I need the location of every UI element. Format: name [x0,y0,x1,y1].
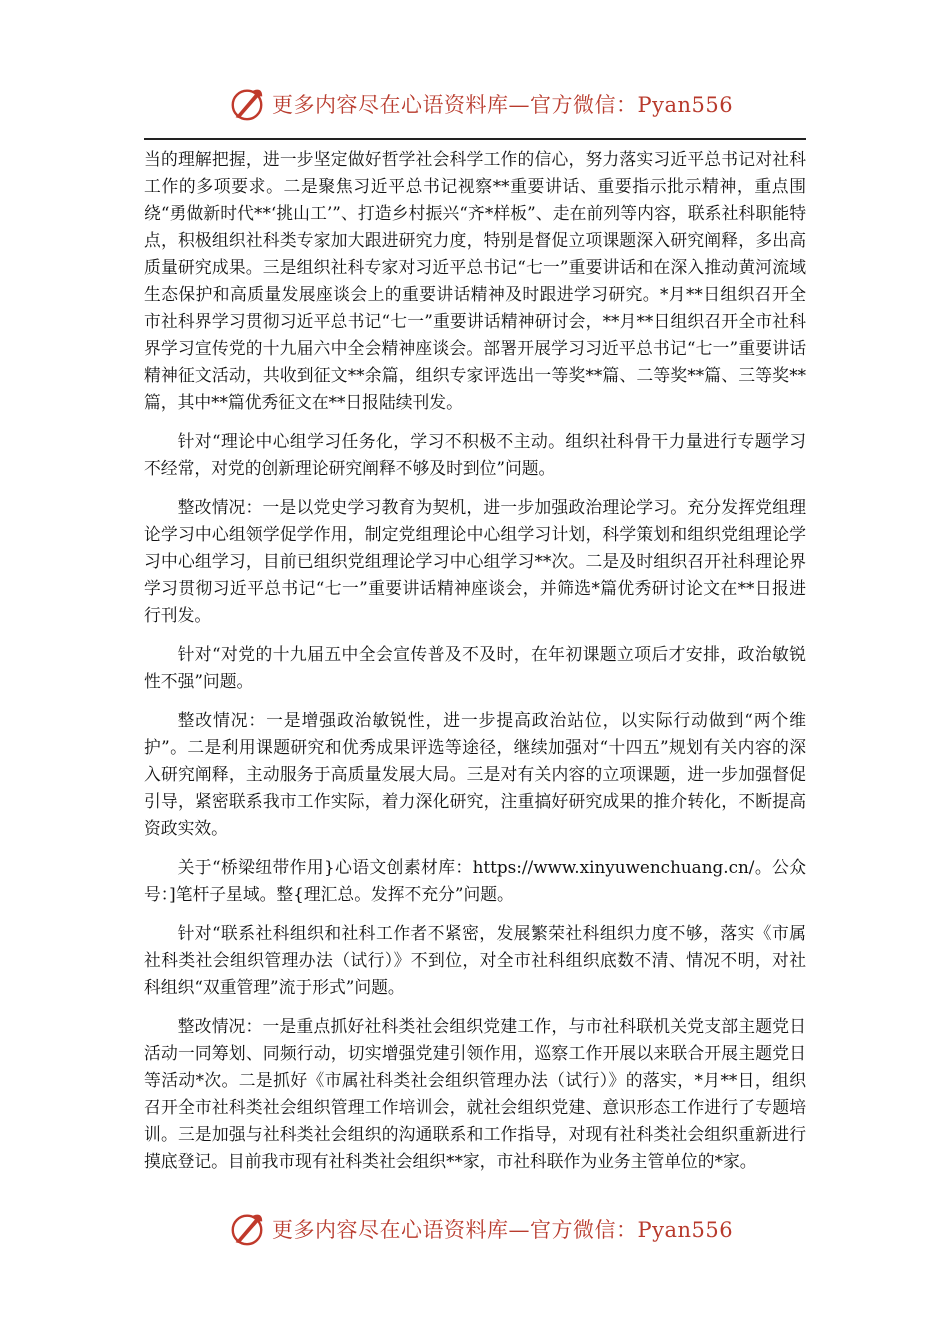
paragraph: 关于“桥梁纽带作用}心语文创素材库：https://www.xinyuwenchuang.cn/。公众号：]笔杆子星域。整{理汇总。发挥不充分”问题。 [144,857,806,904]
paragraph: 针对“对党的十九届五中全会宣传普及不及时，在年初课题立项后才安排，政治敏锐性不强”问题。 [144,644,806,691]
header-banner-text: 更多内容尽在心语资料库—官方微信：Pyan556 [272,93,734,117]
paragraph: 针对“理论中心组学习任务化，学习不积极不主动。组织社科骨干力量进行专题学习不经常，对党的创新理论研究阐释不够及时到位”问题。 [144,431,806,478]
document-body [144,146,806,1187]
paragraph: 整改情况：一是增强政治敏锐性，进一步提高政治站位，以实际行动做到“两个维护”。二是利用课题研究和优秀成果评选等途径，继续加强对“十四五”规划有关内容的深入研究阐释，主动服务于高质量发展大局。三是对有关内容的立项课题，进一步加强督促引导，紧密联系我市工作实际，着力深化研究，注重搞好研究成果的推介转化，不断提高资政实效。 [144,710,806,838]
header-divider [144,138,806,140]
header-banner [228,84,733,124]
paragraph: 针对“联系社科组织和社科工作者不紧密，发展繁荣社科组织力度不够，落实《市属社科类社会组织管理办法（试行）》不到位，对全市社科组织底数不清、情况不明，对社科组织“双重管理”流于形式”问题。 [144,923,806,997]
quill-logo-icon [228,1210,266,1248]
paragraph: 整改情况：一是以党史学习教育为契机，进一步加强政治理论学习。充分发挥党组理论学习中心组领学促学作用，制定党组理论中心组学习计划，科学策划和组织党组理论学习中心组学习，目前已组织党组理论学习中心组学习**次。二是及时组织召开社科理论界学习贯彻习近平总书记“七一”重要讲话精神座谈会，并筛选*篇优秀研讨论文在**日报进行刊发。 [144,497,806,625]
footer-banner [228,1209,733,1249]
paragraph: 整改情况：一是重点抓好社科类社会组织党建工作，与市社科联机关党支部主题党日活动一同筹划、同频行动，切实增强党建引领作用，巡察工作开展以来联合开展主题党日等活动*次。二是抓好《市属社科类社会组织管理办法（试行）》的落实，*月**日，组织召开全市社科类社会组织管理工作培训会，就社会组织党建、意识形态工作进行了专题培训。三是加强与社科类社会组织的沟通联系和工作指导，对现有社科类社会组织重新进行摸底登记。目前我市现有社科类社会组织**家，市社科联作为业务主管单位的*家。 [144,1016,806,1171]
footer-banner-text: 更多内容尽在心语资料库—官方微信：Pyan556 [272,1218,734,1242]
paragraph: 当的理解把握，进一步坚定做好哲学社会科学工作的信心，努力落实习近平总书记对社科工作的多项要求。二是聚焦习近平总书记视察**重要讲话、重要指示批示精神，重点围绕“勇做新时代**‘挑山工’”、打造乡村振兴“齐*样板”、走在前列等内容，联系社科职能特点，积极组织社科类专家加大跟进研究力度，特别是督促立项课题深入研究阐释，多出高质量研究成果。三是组织社科专家对习近平总书记“七一”重要讲话和在深入推动黄河流域生态保护和高质量发展座谈会上的重要讲话精神及时跟进学习研究。*月**日组织召开全市社科界学习贯彻习近平总书记“七一”重要讲话精神研讨会，**月**日组织召开全市社科界学习宣传党的十九届六中全会精神座谈会。部署开展学习习近平总书记“七一”重要讲话精神征文活动，共收到征文**余篇，组织专家评选出一等奖**篇、二等奖**篇、三等奖**篇，其中**篇优秀征文在**日报陆续刊发。 [144,149,806,412]
quill-logo-icon [228,85,266,123]
